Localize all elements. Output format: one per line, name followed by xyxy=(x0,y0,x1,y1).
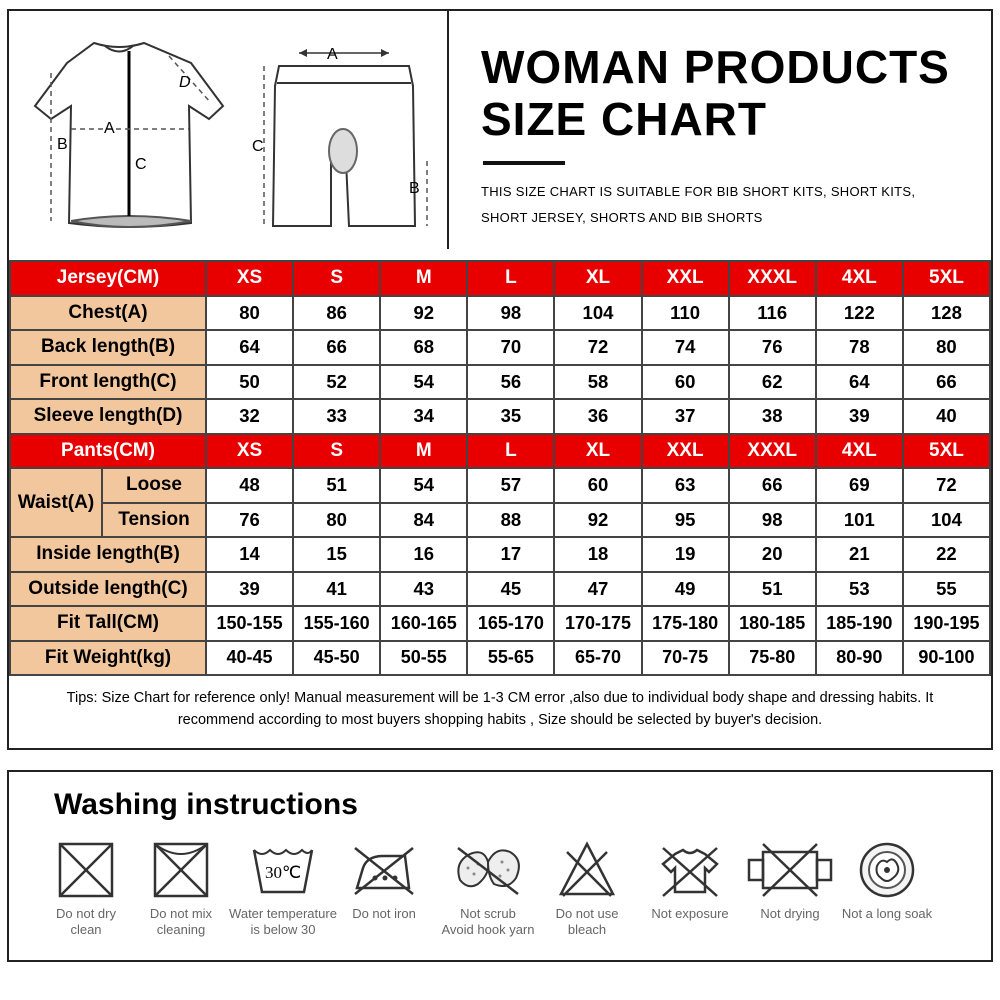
size-header: M xyxy=(380,434,467,469)
row-label: Back length(B) xyxy=(10,330,206,365)
wash-item xyxy=(228,840,338,938)
title-divider xyxy=(483,161,565,165)
wash-item xyxy=(31,840,141,938)
shorts-label-c: C xyxy=(252,138,264,155)
row-label: Front length(C) xyxy=(10,365,206,400)
size-header: XXXL xyxy=(729,434,816,469)
table-cell: 19 xyxy=(642,537,729,572)
wash-item xyxy=(532,840,642,938)
tips-line-2: recommend according to most buyers shopping habits , Size should be selected by buyer's decision. xyxy=(177,712,823,728)
table-cell: 39 xyxy=(816,399,903,434)
table-row xyxy=(10,468,990,503)
garment-diagram xyxy=(9,11,449,249)
size-header: S xyxy=(293,261,380,296)
caption-line: bleach xyxy=(567,922,607,937)
jersey-label-b: B xyxy=(57,136,68,153)
shorts-label-a: A xyxy=(327,46,338,63)
table-row xyxy=(10,572,990,607)
row-label: Chest(A) xyxy=(10,296,206,331)
table-cell: 51 xyxy=(729,572,816,607)
table-cell: 150-155 xyxy=(206,606,293,641)
table-cell: 92 xyxy=(554,503,641,538)
table-cell: 180-185 xyxy=(729,606,816,641)
table-cell: 92 xyxy=(380,296,467,331)
table-cell: 18 xyxy=(554,537,641,572)
shorts-label-b: B xyxy=(409,180,420,197)
washing-title: Washing instructions xyxy=(54,788,358,821)
caption-line: Water temperature xyxy=(229,906,337,921)
table-cell: 68 xyxy=(380,330,467,365)
no-long-soak-icon xyxy=(855,840,919,900)
tips-line-1: Tips: Size Chart for reference only! Manual measurement will be 1-3 CM error ,also due to individual body shape and dressing habits. It xyxy=(66,690,934,706)
no-iron-icon xyxy=(349,840,419,900)
pants-header: Pants(CM) xyxy=(10,434,206,469)
caption-line: Do not dry xyxy=(56,906,116,921)
table-cell: 47 xyxy=(554,572,641,607)
no-drying-icon xyxy=(745,840,835,900)
size-header: 4XL xyxy=(816,434,903,469)
table-cell: 72 xyxy=(554,330,641,365)
table-cell: 80 xyxy=(293,503,380,538)
table-cell: 57 xyxy=(467,468,554,503)
caption-line: is below 30 xyxy=(250,922,316,937)
size-header: XS xyxy=(206,261,293,296)
wash-item xyxy=(832,840,942,922)
table-cell: 160-165 xyxy=(380,606,467,641)
table-cell: 39 xyxy=(206,572,293,607)
table-cell: 78 xyxy=(816,330,903,365)
size-header: L xyxy=(467,434,554,469)
table-cell: 50 xyxy=(206,365,293,400)
wash-item xyxy=(735,840,845,922)
table-cell: 53 xyxy=(816,572,903,607)
table-cell: 62 xyxy=(729,365,816,400)
table-cell: 110 xyxy=(642,296,729,331)
table-cell: 54 xyxy=(380,365,467,400)
table-cell: 54 xyxy=(380,468,467,503)
table-cell: 66 xyxy=(903,365,990,400)
chart-title-area xyxy=(451,11,991,249)
table-cell: 37 xyxy=(642,399,729,434)
row-label: Fit Weight(kg) xyxy=(10,641,206,676)
table-cell: 76 xyxy=(729,330,816,365)
table-cell: 104 xyxy=(903,503,990,538)
shorts-drawing xyxy=(273,66,415,226)
wash-item xyxy=(329,840,439,922)
size-table xyxy=(9,260,991,676)
size-header: 4XL xyxy=(816,261,903,296)
table-row xyxy=(10,606,990,641)
table-cell: 58 xyxy=(554,365,641,400)
table-cell: 175-180 xyxy=(642,606,729,641)
table-cell: 21 xyxy=(816,537,903,572)
table-cell: 60 xyxy=(642,365,729,400)
caption-line: Not scrub xyxy=(460,906,516,921)
size-header: 5XL xyxy=(903,434,990,469)
table-cell: 69 xyxy=(816,468,903,503)
caption-line: Not exposure xyxy=(651,906,729,921)
caption-line: cleaning xyxy=(156,922,206,937)
row-label: Outside length(C) xyxy=(10,572,206,607)
wash-item xyxy=(433,840,543,938)
jersey-header-row xyxy=(10,261,990,296)
caption-line: Not drying xyxy=(760,906,820,921)
table-cell: 64 xyxy=(816,365,903,400)
table-cell: 185-190 xyxy=(816,606,903,641)
jersey-header: Jersey(CM) xyxy=(10,261,206,296)
page-title xyxy=(481,41,991,145)
waist-label: Waist(A) xyxy=(10,468,102,537)
table-cell: 70-75 xyxy=(642,641,729,676)
note-line-2: SHORT JERSEY, SHORTS AND BIB SHORTS xyxy=(481,210,763,225)
table-cell: 16 xyxy=(380,537,467,572)
suitability-note xyxy=(481,179,981,231)
table-cell: 55-65 xyxy=(467,641,554,676)
table-cell: 33 xyxy=(293,399,380,434)
size-header: XS xyxy=(206,434,293,469)
table-cell: 88 xyxy=(467,503,554,538)
table-cell: 45-50 xyxy=(293,641,380,676)
note-line-1: THIS SIZE CHART IS SUITABLE FOR BIB SHORT KITS, SHORT KITS, xyxy=(481,184,916,199)
table-row xyxy=(10,537,990,572)
row-label: Fit Tall(CM) xyxy=(10,606,206,641)
no-exposure-icon xyxy=(655,840,725,900)
wash-item xyxy=(126,840,236,938)
table-cell: 60 xyxy=(554,468,641,503)
table-cell: 170-175 xyxy=(554,606,641,641)
size-header: XXL xyxy=(642,434,729,469)
caption-line: clean xyxy=(70,922,102,937)
no-scrub-icon xyxy=(448,840,528,900)
table-cell: 74 xyxy=(642,330,729,365)
caption-line: Do not use xyxy=(555,906,619,921)
table-row xyxy=(10,296,990,331)
size-chart-panel xyxy=(7,9,993,750)
table-cell: 98 xyxy=(467,296,554,331)
table-cell: 95 xyxy=(642,503,729,538)
table-row xyxy=(10,503,990,538)
table-cell: 55 xyxy=(903,572,990,607)
table-cell: 70 xyxy=(467,330,554,365)
jersey-label-a: A xyxy=(104,120,115,137)
table-cell: 84 xyxy=(380,503,467,538)
table-cell: 90-100 xyxy=(903,641,990,676)
caption-line: Do not iron xyxy=(352,906,416,921)
temperature-label: 30℃ xyxy=(264,863,302,882)
table-cell: 36 xyxy=(554,399,641,434)
table-cell: 66 xyxy=(293,330,380,365)
table-cell: 72 xyxy=(903,468,990,503)
table-cell: 66 xyxy=(729,468,816,503)
table-cell: 80 xyxy=(206,296,293,331)
table-cell: 80-90 xyxy=(816,641,903,676)
tips-text xyxy=(9,687,991,731)
size-header: XXXL xyxy=(729,261,816,296)
caption-line: Do not mix xyxy=(149,906,213,921)
table-cell: 20 xyxy=(729,537,816,572)
table-cell: 32 xyxy=(206,399,293,434)
no-dry-clean-icon xyxy=(56,840,116,900)
table-cell: 40 xyxy=(903,399,990,434)
row-label: Inside length(B) xyxy=(10,537,206,572)
table-cell: 52 xyxy=(293,365,380,400)
table-cell: 56 xyxy=(467,365,554,400)
table-cell: 122 xyxy=(816,296,903,331)
caption-line: Not a long soak xyxy=(841,906,933,921)
table-cell: 48 xyxy=(206,468,293,503)
size-header: XL xyxy=(554,261,641,296)
table-cell: 128 xyxy=(903,296,990,331)
table-cell: 22 xyxy=(903,537,990,572)
jersey-label-c: C xyxy=(135,156,147,173)
caption-line: Avoid hook yarn xyxy=(441,922,535,937)
table-cell: 86 xyxy=(293,296,380,331)
table-cell: 45 xyxy=(467,572,554,607)
table-row xyxy=(10,399,990,434)
table-cell: 155-160 xyxy=(293,606,380,641)
table-cell: 14 xyxy=(206,537,293,572)
size-header: M xyxy=(380,261,467,296)
table-cell: 80 xyxy=(903,330,990,365)
table-cell: 15 xyxy=(293,537,380,572)
table-row xyxy=(10,330,990,365)
size-header: XXL xyxy=(642,261,729,296)
title-line-2: SIZE CHART xyxy=(481,93,767,145)
table-cell: 190-195 xyxy=(903,606,990,641)
table-row xyxy=(10,641,990,676)
row-label: Sleeve length(D) xyxy=(10,399,206,434)
wash-30-icon xyxy=(248,840,318,900)
table-cell: 35 xyxy=(467,399,554,434)
table-cell: 64 xyxy=(206,330,293,365)
table-cell: 50-55 xyxy=(380,641,467,676)
wash-item xyxy=(635,840,745,922)
size-header: 5XL xyxy=(903,261,990,296)
table-row xyxy=(10,365,990,400)
row-label: Tension xyxy=(102,503,206,538)
jersey-label-d: D xyxy=(179,74,191,91)
table-cell: 75-80 xyxy=(729,641,816,676)
table-cell: 98 xyxy=(729,503,816,538)
no-bleach-icon xyxy=(557,840,617,900)
garment-measurement-diagram xyxy=(9,11,449,249)
table-cell: 101 xyxy=(816,503,903,538)
pants-header-row xyxy=(10,434,990,469)
table-cell: 65-70 xyxy=(554,641,641,676)
table-cell: 17 xyxy=(467,537,554,572)
table-cell: 51 xyxy=(293,468,380,503)
size-header: L xyxy=(467,261,554,296)
table-cell: 43 xyxy=(380,572,467,607)
size-header: XL xyxy=(554,434,641,469)
no-mix-cleaning-icon xyxy=(151,840,211,900)
table-cell: 49 xyxy=(642,572,729,607)
table-cell: 104 xyxy=(554,296,641,331)
table-cell: 38 xyxy=(729,399,816,434)
washing-panel xyxy=(7,770,993,962)
table-cell: 34 xyxy=(380,399,467,434)
table-cell: 41 xyxy=(293,572,380,607)
row-label: Loose xyxy=(102,468,206,503)
table-cell: 76 xyxy=(206,503,293,538)
table-cell: 40-45 xyxy=(206,641,293,676)
title-line-1: WOMAN PRODUCTS xyxy=(481,41,950,93)
size-header: S xyxy=(293,434,380,469)
table-cell: 63 xyxy=(642,468,729,503)
table-cell: 116 xyxy=(729,296,816,331)
table-cell: 165-170 xyxy=(467,606,554,641)
